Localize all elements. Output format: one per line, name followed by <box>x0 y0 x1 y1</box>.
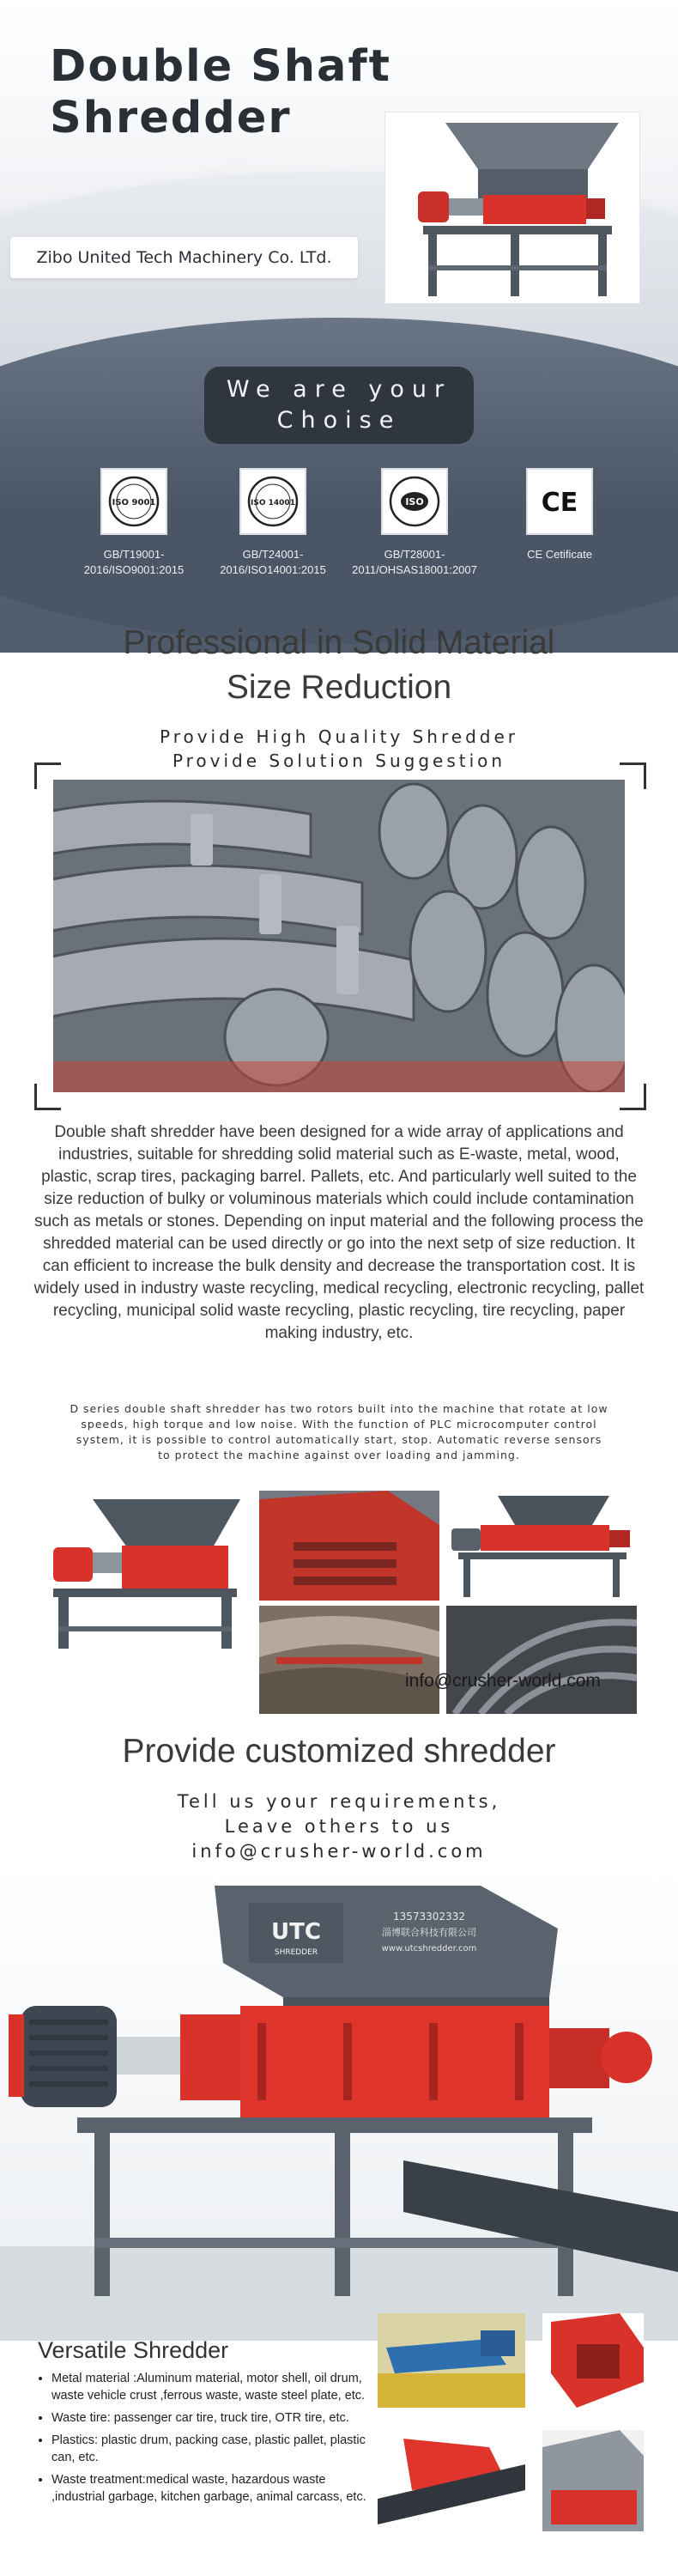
title-line-1: Double Shaft <box>50 41 392 92</box>
title-line-2: Shredder <box>50 93 292 143</box>
custom-machine-image <box>0 1868 678 2341</box>
badge-text: ISO 14001 <box>251 499 295 507</box>
product-description: Double shaft shredder have been designed for a wide array of applications and industries, suitable for shredding solid material such as E-waste, metal, wood, plastic, scrap tires, packaging barrel. Pallets, etc. And particularly well suited to the size reduction of bulky or voluminous materials which could include contamination such as metals or stones. Depending on input material and the following process the shredded material can be used directly or go into the next setp of size reduction. It can efficient to increase the bulk density and decrease the transportation cost. It is widely used in industry waste recycling, medical recycling, electronic recycling, pallet recycling, municipal solid waste recycling, plastic recycling, tire recycling, paper making industry, etc. <box>33 1123 645 1342</box>
custom-heading: Provide customized shredder <box>122 1733 556 1770</box>
company-name: Zibo United Tech Machinery Co. LTd. <box>10 237 358 278</box>
ce-mark-icon <box>526 468 593 535</box>
cert-iso14001 <box>196 468 350 578</box>
professional-subheading <box>0 725 678 773</box>
custom-email: info@crusher-world.com <box>191 1841 487 1862</box>
choise-line-2: Choise <box>276 407 402 434</box>
shredder-blades-image <box>53 780 625 1092</box>
gallery-machine-front-image <box>41 1491 254 1654</box>
custom-sub-line-1: Tell us your requirements, <box>177 1791 501 1812</box>
gallery-blades-closeup-image <box>259 1606 439 1714</box>
professional-sub-line-2: Provide Solution Suggestion <box>172 750 506 771</box>
hero-machine-image <box>384 112 640 304</box>
machine-brand-subtitle: SHREDDER <box>274 1948 318 1957</box>
versatile-blue-machine-image <box>378 2313 525 2408</box>
machine-plate-website: www.utcshredder.com <box>381 1944 477 1953</box>
versatile-title: Versatile Shredder <box>38 2337 229 2363</box>
choise-line-1: We are your <box>226 376 452 403</box>
we-are-your-choise-banner <box>204 367 474 444</box>
machine-plate-company: 淄博联合科技有限公司 <box>382 1927 476 1938</box>
versatile-conveyor-image <box>378 2430 525 2531</box>
page-title <box>50 41 391 144</box>
gallery-side-machine-image <box>446 1491 637 1601</box>
list-item: • Plastics: plastic drum, packing case, plastic pallet, plastic can, etc. <box>51 2432 371 2466</box>
cert-iso9001 <box>57 468 211 578</box>
list-item: • Metal material :Aluminum material, motor shell, oil drum, waste vehicle crust ,ferrous waste, waste steel plate, etc. <box>51 2370 371 2404</box>
custom-sub-line-2: Leave others to us <box>224 1816 454 1837</box>
list-item: • Waste treatment:medical waste, hazardous waste ,industrial garbage, kitchen garbage, animal carcass, etc. <box>51 2471 371 2506</box>
versatile-material-list <box>33 2370 371 2511</box>
cert-caption: GB/T24001-2016/ISO14001:2015 <box>220 548 326 576</box>
machine-plate-phone: 13573302332 <box>393 1911 465 1923</box>
professional-sub-line-1: Provide High Quality Shredder <box>159 726 518 747</box>
product-description-detail: D series double shaft shredder has two rotors built into the machine that rotate at low speeds, high torque and low noise. With the function of PLC microcomputer control system, it is possible to control automatically start, stop. Automatic reverse sensors to protect the machine against over loading and jamming. <box>70 1402 608 1461</box>
badge-text: ISO <box>405 496 424 507</box>
cert-caption: GB/T19001-2016/ISO9001:2015 <box>83 548 185 576</box>
hero-section <box>0 0 678 653</box>
cert-ce <box>482 468 637 562</box>
versatile-hopper-image <box>542 2430 644 2531</box>
badge-text: CE <box>541 488 578 518</box>
custom-subheading <box>0 1789 678 1864</box>
professional-heading-line-2: Size Reduction <box>226 669 452 706</box>
machine-brand-logo: UTC <box>271 1919 321 1945</box>
gallery-watermark-email: info@crusher-world.com <box>405 1671 601 1691</box>
iso-14001-badge-icon <box>239 468 306 535</box>
cert-ohsas18001 <box>337 468 492 578</box>
professional-heading-line-1: Professional in Solid Material <box>123 624 555 661</box>
professional-heading <box>0 621 678 710</box>
iso-9001-badge-icon <box>100 468 167 535</box>
versatile-red-shredder-image <box>542 2313 644 2408</box>
iso-ohsas-badge-icon <box>381 468 448 535</box>
cert-caption: CE Cetificate <box>527 548 592 561</box>
badge-text: ISO 9001 <box>112 498 156 507</box>
list-item: • Waste tire: passenger car tire, truck tire, OTR tire, etc. <box>51 2409 371 2427</box>
cert-caption: GB/T28001-2011/OHSAS18001:2007 <box>352 548 477 576</box>
gallery-rotor-discs-image <box>446 1606 637 1714</box>
gallery-red-hopper-image <box>259 1491 439 1601</box>
